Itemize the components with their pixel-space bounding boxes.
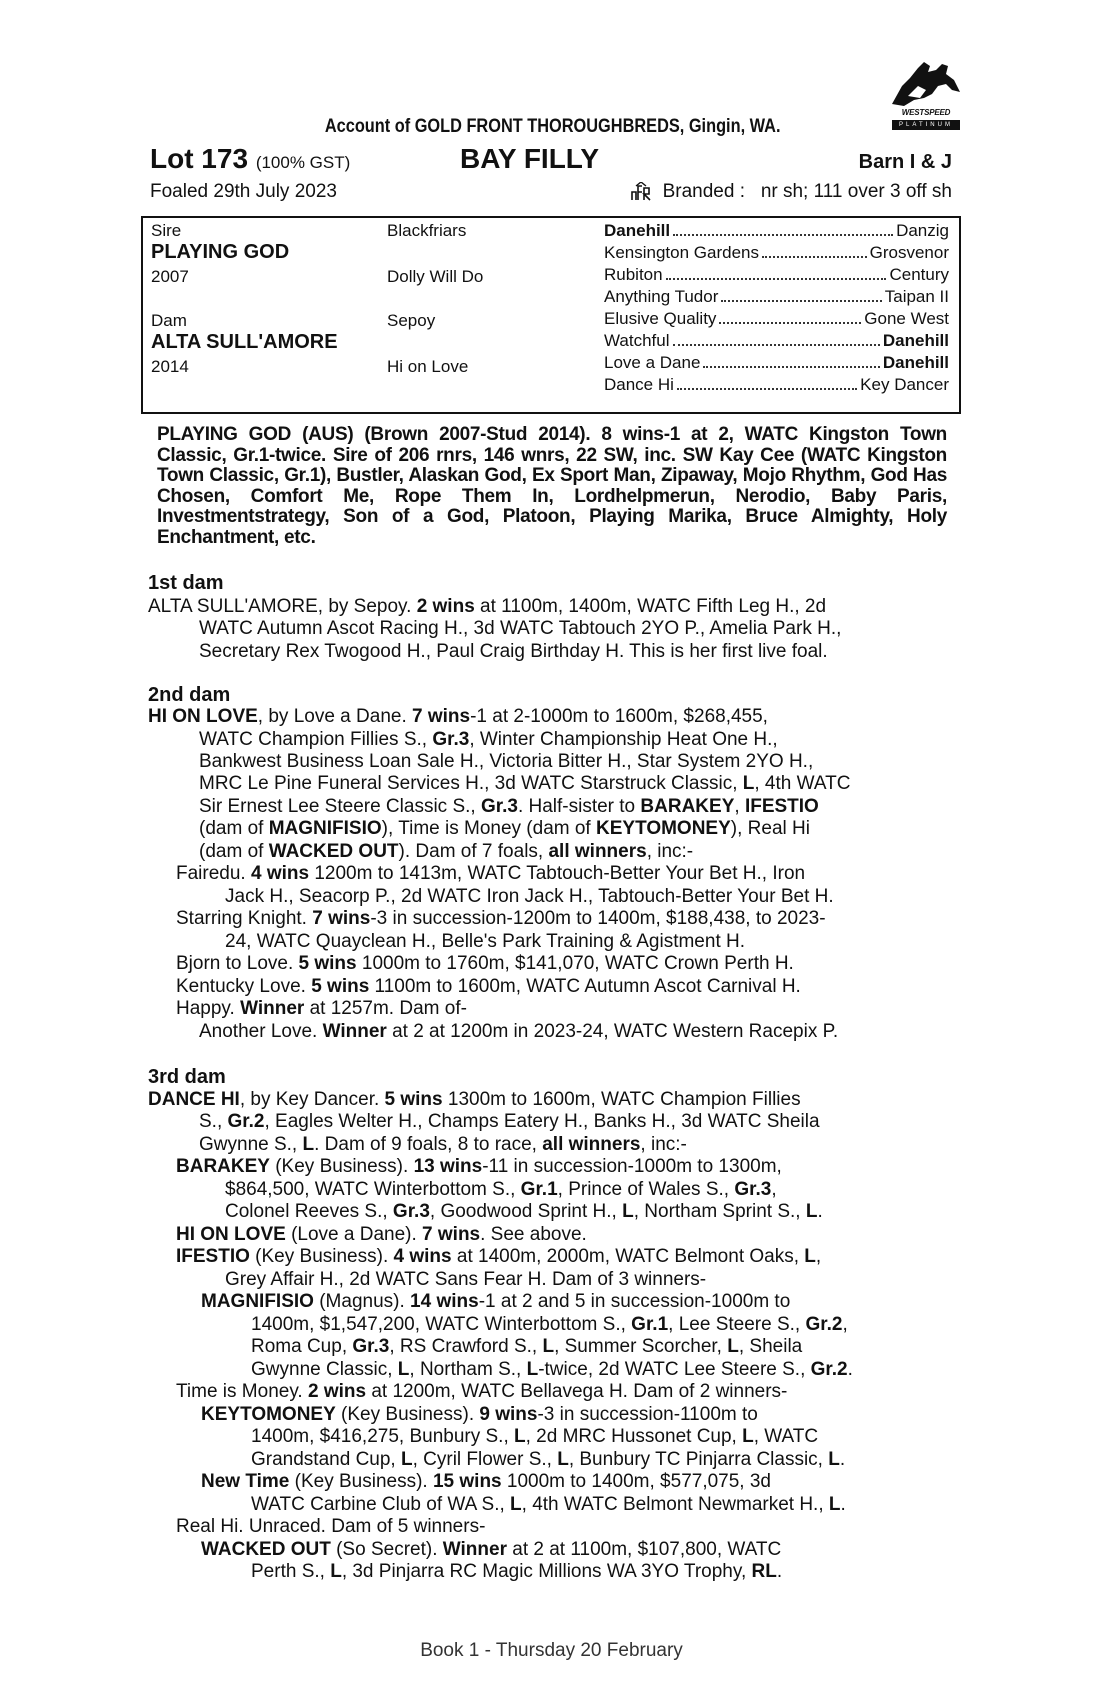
gen3-damsire: Taipan II: [884, 287, 949, 306]
pedigree-gen3-row: [604, 243, 949, 265]
third-dam-line: Colonel Reeves S., Gr.3, Goodwood Sprint H., L, Northam Sprint S., L.: [225, 1201, 823, 1222]
gen3-sire: Love a Dane: [604, 353, 701, 372]
second-dam-line: Starring Knight. 7 wins-3 in succession-1200m to 1400m, $188,438, to 2023-: [176, 908, 826, 929]
third-dam-line: Real Hi. Unraced. Dam of 5 winners-: [176, 1516, 486, 1537]
second-dam-line: 24, WATC Quayclean H., Belle's Park Training & Agistment H.: [225, 931, 745, 952]
dot-leader: [719, 321, 861, 324]
dot-leader: [673, 233, 893, 236]
barn-label: Barn I & J: [858, 151, 952, 173]
second-dam-line: MRC Le Pine Funeral Services H., 3d WATC Starstruck Classic, L, 4th WATC: [199, 773, 851, 794]
third-dam-line: BARAKEY (Key Business). 13 wins-11 in succession-1000m to 1300m,: [176, 1156, 782, 1177]
second-dam-line: HI ON LOVE, by Love a Dane. 7 wins-1 at 2-1000m to 1600m, $268,455,: [148, 706, 768, 727]
dot-leader: [673, 343, 880, 346]
dot-leader: [677, 387, 857, 390]
gen3-damsire: Gone West: [864, 309, 949, 328]
dot-leader: [703, 365, 879, 368]
gst-label: (100% GST): [255, 153, 351, 172]
sire-dam: Dolly Will Do: [387, 267, 484, 286]
lot-number: [150, 143, 350, 175]
third-dam-line: MAGNIFISIO (Magnus). 14 wins-1 at 2 and 5 in succession-1000m to: [201, 1291, 791, 1312]
pedigree-gen3-row: [604, 353, 949, 375]
third-dam-line: Gwynne Classic, L, Northam S., L-twice, 2d WATC Lee Steere S., Gr.2.: [251, 1359, 853, 1380]
third-dam-line: New Time (Key Business). 15 wins 1000m to 1400m, $577,075, 3d: [201, 1471, 771, 1492]
second-dam-line: Another Love. Winner at 2 at 1200m in 2023-24, WATC Western Racepix P.: [199, 1021, 839, 1042]
dam-label: Dam: [151, 311, 187, 330]
gen3-damsire: Century: [889, 265, 949, 284]
third-dam-line: 1400m, $1,547,200, WATC Winterbottom S., Gr.1, Lee Steere S., Gr.2,: [251, 1314, 848, 1335]
second-dam-line: Kentucky Love. 5 wins 1100m to 1600m, WATC Autumn Ascot Carnival H.: [176, 976, 801, 997]
third-dam-line: DANCE HI, by Key Dancer. 5 wins 1300m to 1600m, WATC Champion Fillies: [148, 1089, 801, 1110]
second-dam-line: Bjorn to Love. 5 wins 1000m to 1760m, $141,070, WATC Crown Perth H.: [176, 953, 794, 974]
first-dam-heading: 1st dam: [148, 572, 224, 594]
pedigree-gen3-row: [604, 265, 949, 287]
logo-tier: PLATINUM: [892, 120, 960, 130]
second-dam-line: WATC Champion Fillies S., Gr.3, Winter Championship Heat One H.,: [199, 729, 778, 750]
gen3-damsire: Danehill: [882, 353, 949, 372]
gen3-sire: Kensington Gardens: [604, 243, 759, 262]
lot-label: Lot 173: [150, 143, 249, 174]
pedigree-gen3-row: [604, 309, 949, 331]
lot-row: [150, 143, 952, 179]
gen3-sire: Elusive Quality: [604, 309, 717, 328]
second-dam-heading: 2nd dam: [148, 684, 231, 706]
page-footer: Book 1 - Thursday 20 February: [420, 1640, 683, 1661]
gen3-sire: Danehill: [604, 221, 671, 240]
second-dam-line: Sir Ernest Lee Steere Classic S., Gr.3. Half-sister to BARAKEY, IFESTIO: [199, 796, 819, 817]
third-dam-line: Gwynne S., L. Dam of 9 foals, 8 to race, all winners, inc:-: [199, 1134, 687, 1155]
third-dam-line: Roma Cup, Gr.3, RS Crawford S., L, Summer Scorcher, L, Sheila: [251, 1336, 803, 1357]
first-dam-line: Secretary Rex Twogood H., Paul Craig Birthday H. This is her first live foal.: [199, 641, 828, 662]
gen3-sire: Dance Hi: [604, 375, 674, 394]
second-dam-line: Jack H., Seacorp P., 2d WATC Iron Jack H., Tabtouch-Better Your Bet H.: [225, 886, 834, 907]
gen3-sire: Anything Tudor: [604, 287, 719, 306]
dam-name: ALTA SULL'AMORE: [151, 331, 338, 353]
logo-brand: WESTSPEED: [901, 108, 951, 117]
second-dam-line: (dam of WACKED OUT). Dam of 7 foals, all winners, inc:-: [199, 841, 694, 862]
gen3-damsire: Grosvenor: [869, 243, 949, 262]
third-dam-line: KEYTOMONEY (Key Business). 9 wins-3 in succession-1100m to: [201, 1404, 758, 1425]
gen3-sire: Rubiton: [604, 265, 663, 284]
third-dam-line: WACKED OUT (So Secret). Winner at 2 at 1100m, $107,800, WATC: [201, 1539, 782, 1560]
second-dam-line: Bankwest Business Loan Sale H., Victoria Bitter H., Star System 2YO H.,: [199, 751, 814, 772]
third-dam-line: 1400m, $416,275, Bunbury S., L, 2d MRC Hussonet Cup, L, WATC: [251, 1426, 819, 1447]
third-dam-line: S., Gr.2, Eagles Welter H., Champs Eatery H., Banks H., 3d WATC Sheila: [199, 1111, 820, 1132]
pedigree-gen3-row: [604, 221, 949, 243]
sire-name: PLAYING GOD: [151, 241, 290, 263]
third-dam-line: Time is Money. 2 wins at 1200m, WATC Bellavega H. Dam of 2 winners-: [176, 1381, 788, 1402]
sire-description: PLAYING GOD (AUS) (Brown 2007-Stud 2014). 8 wins-1 at 2, WATC Kingston Town Classic, Gr.1-twice. Sire of 206 rnrs, 146 wnrs, 22 SW, inc. SW Kay Cee (WATC Kingston Town Classic, Gr.1), Bustler, Alaskan God, Ex Sport Man, Zipaway, Mojo Rhythm, God Has Chosen, Comfort Me, Rope Them In, Lordhelpmerun, Nerodio, Baby Paris, Investmentstrategy, Son of a God, Platoon, Playing Marika, Bruce Almighty, Holy Enchantment, etc.: [157, 424, 947, 548]
sire-label: Sire: [151, 221, 182, 240]
horse-logo-icon: [888, 56, 964, 108]
second-dam-line: Fairedu. 4 wins 1200m to 1413m, WATC Tabtouch-Better Your Bet H., Iron: [176, 863, 806, 884]
sire-sire: Blackfriars: [387, 221, 467, 240]
branded-text: Branded : nr sh; 111 over 3 off sh: [662, 181, 952, 202]
dot-leader: [762, 255, 867, 258]
brand-mark-icon: [630, 182, 652, 202]
gen3-damsire: Danzig: [896, 221, 949, 240]
branded-info: [663, 181, 952, 203]
foaled-date: Foaled 29th July 2023: [150, 181, 337, 202]
gen3-damsire: Danehill: [882, 331, 949, 350]
second-dam-line: (dam of MAGNIFISIO), Time is Money (dam of KEYTOMONEY), Real Hi: [199, 818, 810, 839]
sub-header: [150, 181, 952, 205]
gen3-sire: Watchful: [604, 331, 670, 350]
second-dam-line: Happy. Winner at 1257m. Dam of-: [176, 998, 467, 1019]
pedigree-table: [141, 216, 961, 414]
first-dam-line: WATC Autumn Ascot Racing H., 3d WATC Tabtouch 2YO P., Amelia Park H.,: [199, 618, 842, 639]
third-dam-line: IFESTIO (Key Business). 4 wins at 1400m, 2000m, WATC Belmont Oaks, L,: [176, 1246, 822, 1267]
dam-year: 2014: [151, 357, 189, 376]
first-dam-line: ALTA SULL'AMORE, by Sepoy. 2 wins at 1100m, 1400m, WATC Fifth Leg H., 2d: [148, 596, 827, 617]
third-dam-line: WATC Carbine Club of WA S., L, 4th WATC Belmont Newmarket H., L.: [251, 1494, 846, 1515]
third-dam-line: $864,500, WATC Winterbottom S., Gr.1, Prince of Wales S., Gr.3,: [225, 1179, 777, 1200]
dam-dam: Hi on Love: [387, 357, 469, 376]
dam-sire: Sepoy: [387, 311, 436, 330]
gen3-damsire: Key Dancer: [860, 375, 949, 394]
pedigree-gen3-row: [604, 287, 949, 309]
third-dam-line: HI ON LOVE (Love a Dane). 7 wins. See above.: [176, 1224, 587, 1245]
pedigree-gen3-row: [604, 375, 949, 397]
sire-year: 2007: [151, 267, 189, 286]
third-dam-line: Grey Affair H., 2d WATC Sans Fear H. Dam of 3 winners-: [225, 1269, 707, 1290]
third-dam-line: Grandstand Cup, L, Cyril Flower S., L, Bunbury TC Pinjarra Classic, L.: [251, 1449, 846, 1470]
pedigree-gen3-row: [604, 331, 949, 353]
third-dam-heading: 3rd dam: [148, 1066, 226, 1088]
third-dam-line: Perth S., L, 3d Pinjarra RC Magic Millions WA 3YO Trophy, RL.: [251, 1561, 783, 1582]
dot-leader: [666, 277, 887, 280]
vendor-account: Account of GOLD FRONT THOROUGHBREDS, Gingin, WA.: [324, 116, 781, 137]
dot-leader: [721, 299, 881, 302]
horse-sex-colour: BAY FILLY: [460, 143, 600, 174]
